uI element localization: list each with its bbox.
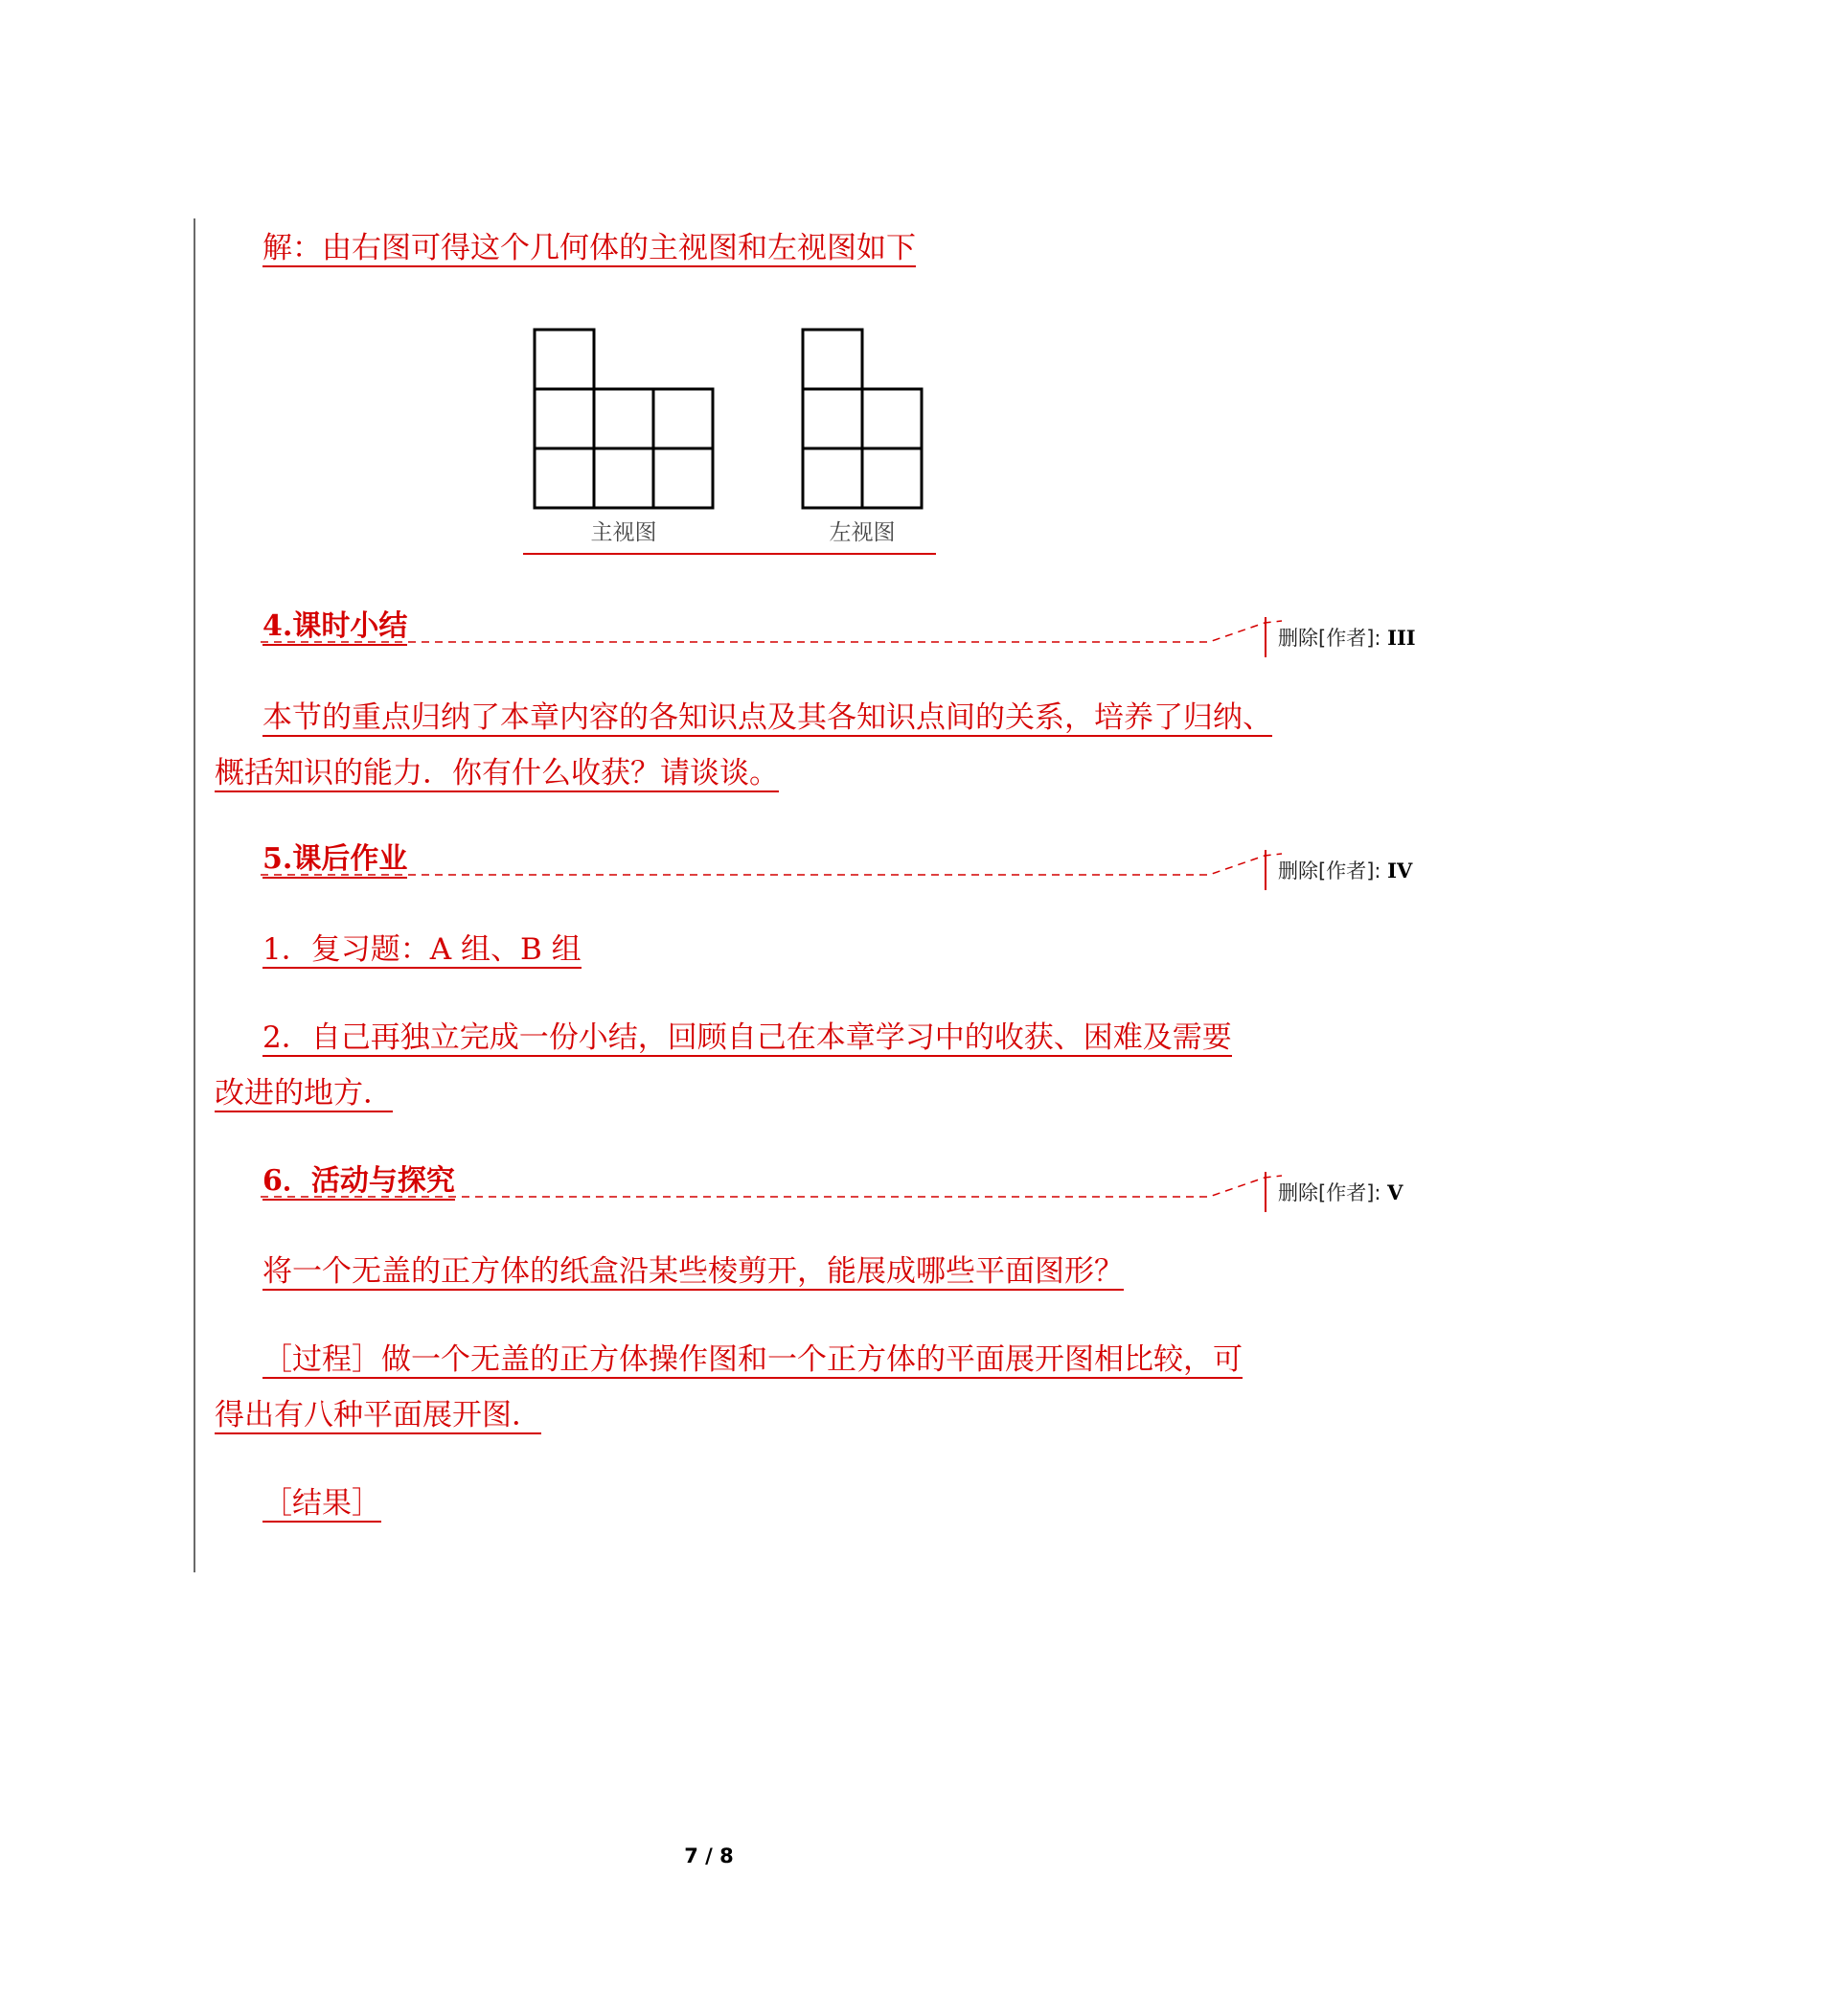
summary-text-line2: 概括知识的能力．你有什么收获？请谈谈。: [215, 756, 779, 790]
comment-marker-1: [1265, 617, 1266, 657]
heading-homework-text: 5.课后作业: [262, 844, 407, 879]
change-bar: [194, 218, 195, 1572]
comment-connector-1: [259, 613, 1284, 652]
comment-2[interactable]: [1278, 856, 1412, 884]
activity-paragraph: [262, 1244, 1124, 1299]
comment-2-number: IV: [1387, 859, 1413, 882]
heading-lesson-summary-text: 4.课时小结: [262, 611, 407, 646]
activity-text: 将一个无盖的正方体的纸盒沿某些棱剪开，能展成哪些平面图形？: [262, 1254, 1124, 1289]
solution-text: 解：由右图可得这个几何体的主视图和左视图如下: [262, 231, 916, 265]
comment-3-label: 删除[作者]:: [1278, 1181, 1388, 1204]
homework-item-2-line1: [262, 1010, 1232, 1065]
result-paragraph: [262, 1476, 381, 1531]
left-view-label: 左视图: [829, 520, 896, 545]
comment-connector-2: [259, 846, 1284, 884]
result-text: ［结果］: [262, 1486, 381, 1521]
homework-item-2-text-line1: 2．自己再独立完成一份小结，回顾自己在本章学习中的收获、困难及需要: [262, 1020, 1232, 1055]
front-view-grid: [535, 330, 713, 508]
comment-2-label: 删除[作者]:: [1278, 859, 1388, 882]
comment-connector-3: [259, 1168, 1284, 1206]
homework-item-1: [262, 922, 582, 977]
comment-3[interactable]: [1278, 1178, 1403, 1206]
homework-item-1-text: 1．复习题：A 组、B 组: [262, 932, 582, 967]
three-views-figure: [517, 326, 948, 565]
left-view-grid: [803, 330, 922, 508]
process-paragraph-line2: [215, 1387, 541, 1443]
process-paragraph-line1: [262, 1332, 1243, 1387]
summary-paragraph-line1: [262, 690, 1272, 745]
heading-activity-text: 6．活动与探究: [262, 1166, 455, 1201]
process-text-line1: ［过程］做一个无盖的正方体操作图和一个正方体的平面展开图相比较，可: [262, 1342, 1243, 1377]
front-view-label: 主视图: [590, 520, 657, 545]
page-number: 7 / 8: [684, 1844, 734, 1867]
homework-item-2-line2: [215, 1065, 393, 1121]
process-text-line2: 得出有八种平面展开图．: [215, 1398, 541, 1432]
comment-1[interactable]: [1278, 623, 1416, 652]
comment-marker-2: [1265, 850, 1266, 890]
comment-3-number: V: [1387, 1180, 1403, 1204]
homework-item-2-text-line2: 改进的地方．: [215, 1076, 393, 1111]
views-drawing: [517, 326, 948, 565]
comment-1-label: 删除[作者]:: [1278, 627, 1388, 650]
solution-paragraph: [262, 220, 916, 276]
comment-marker-3: [1265, 1172, 1266, 1212]
summary-paragraph-line2: [215, 745, 779, 801]
comment-1-number: III: [1387, 626, 1416, 650]
summary-text-line1: 本节的重点归纳了本章内容的各知识点及其各知识点间的关系，培养了归纳、: [262, 700, 1272, 735]
